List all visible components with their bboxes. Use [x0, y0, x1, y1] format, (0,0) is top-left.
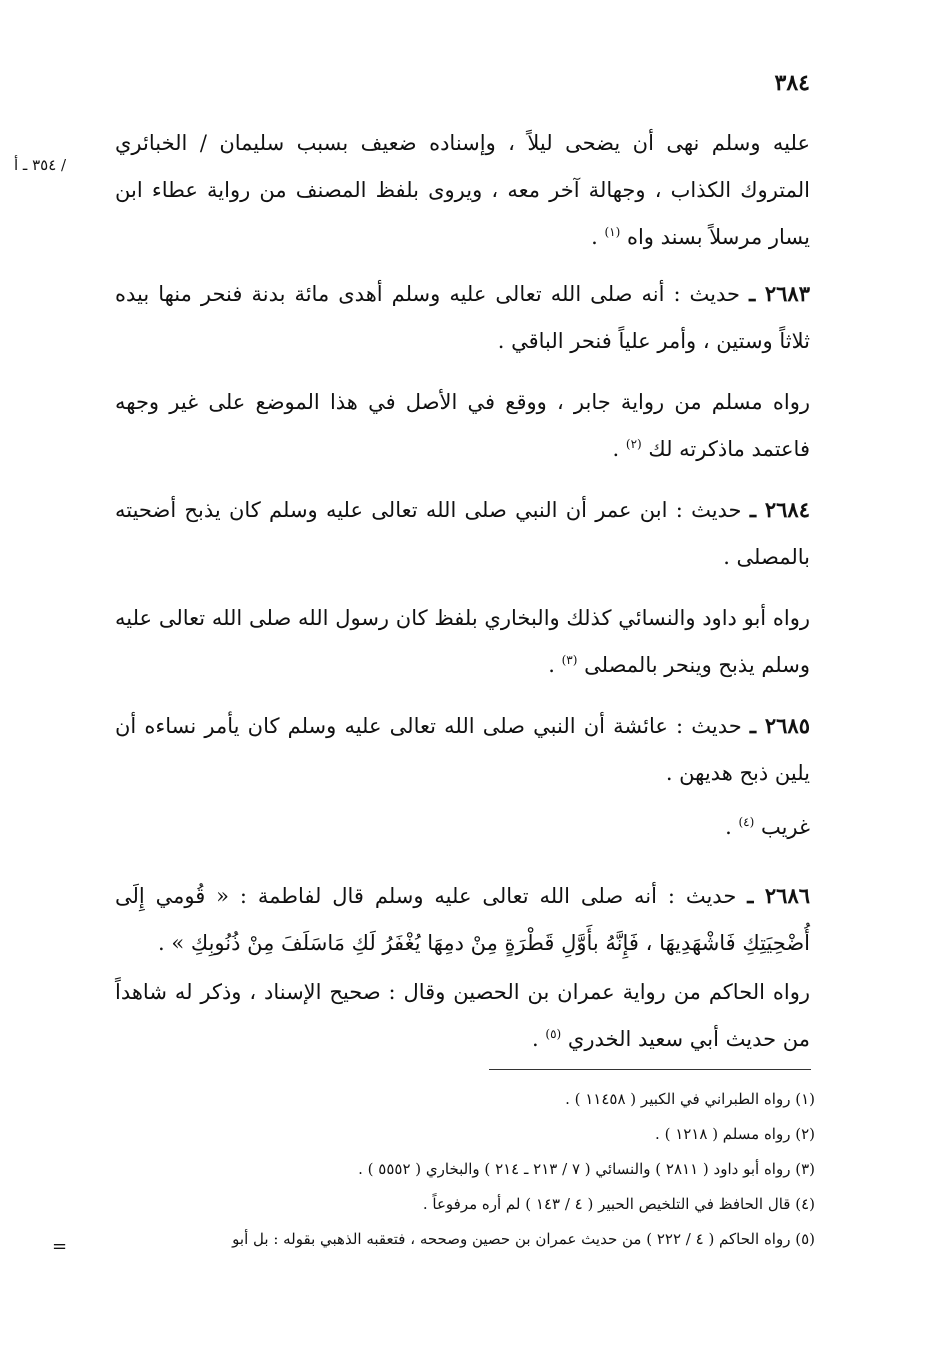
footnote-ref: (٢) [625, 437, 642, 451]
paragraph-end: . [612, 437, 626, 461]
paragraph-continuation [115, 119, 810, 261]
footnote-2: (٢) رواه مسلم ( ١٢١٨ ) . [655, 1125, 815, 1143]
footnote-ref: (٤) [738, 815, 755, 829]
paragraph-text: غريب [760, 815, 810, 839]
footnote-ref: (٥) [545, 1027, 562, 1041]
paragraph-text: رواه مسلم من رواية جابر ، ووقع في الأصل في هذا الموضع على غير وجهه فاعتمد ماذكرته لك [115, 390, 810, 461]
commentary-2686 [115, 968, 810, 1063]
paragraph-end: . [591, 225, 605, 249]
commentary-2684 [115, 594, 810, 689]
footnote-ref: (١) [604, 225, 621, 239]
margin-manuscript-note: / ٣٥٤ ـ أ [14, 156, 67, 174]
paragraph-end: . [725, 815, 739, 839]
hadith-number: ٢٦٨٣ ـ [749, 281, 810, 306]
page-number: ٣٨٤ [774, 70, 810, 96]
footnote-1: (١) رواه الطبراني في الكبير ( ١١٤٥٨ ) . [565, 1090, 815, 1108]
paragraph-end: . [548, 653, 562, 677]
commentary-2685 [115, 803, 810, 851]
hadith-number: ٢٦٨٥ ـ [749, 713, 810, 738]
footnotes-section [110, 1082, 815, 1257]
footnote-3: (٣) رواه أبو داود ( ٢٨١١ ) والنسائي ( ٧ / ٢١٣ ـ ٢١٤ ) والبخاري ( ٥٥٥٢ ) . [358, 1160, 815, 1178]
paragraph-end: . [532, 1027, 546, 1051]
paragraph-text: حديث : عائشة أن النبي صلى الله تعالى عليه وسلم كان يأمر نساءه أن يلين ذبح هديهن . [115, 714, 810, 785]
hadith-number: ٢٦٨٤ ـ [749, 497, 810, 522]
footnote-ref: (٣) [561, 653, 578, 667]
hadith-number: ٢٦٨٦ ـ [747, 883, 811, 908]
hadith-2685 [115, 702, 810, 797]
paragraph-text: رواه أبو داود والنسائي كذلك والبخاري بلفظ كان رسول الله صلى الله تعالى عليه وسلم يذبح وينحر بالمصلى [115, 606, 810, 677]
footnote-5: (٥) رواه الحاكم ( ٤ / ٢٢٢ ) من حديث عمران بن حصين وصححه ، فتعقبه الذهبي بقوله : بل أبو [232, 1230, 815, 1248]
paragraph-text: رواه الحاكم من رواية عمران بن الحصين وقال : صحيح الإسناد ، وذكر له شاهداً من حديث أبي سعيد الخدري [115, 980, 810, 1051]
paragraph-text: حديث : ابن عمر أن النبي صلى الله تعالى عليه وسلم كان يذبح أضحيته بالمصلى . [115, 498, 810, 569]
continuation-mark: = [52, 1236, 68, 1257]
hadith-2683 [115, 270, 810, 365]
footnote-separator [489, 1069, 811, 1070]
paragraph-text: حديث : أنه صلى الله تعالى عليه وسلم قال لفاطمة : « قُومي إِلَى أُضْحِيَتِكِ فَاشْهَدِيهَا ، فَإِنَّهُ بأَوَّلِ قَطْرَةٍ مِنْ دمِهَا يُغْفَرُ لَكِ مَاسَلَفَ مِنْ ذُنُوبِكِ » . [115, 884, 810, 955]
paragraph-text: عليه وسلم نهى أن يضحى ليلاً ، وإسناده ضعيف بسبب سليمان / الخبائري المتروك الكذاب ، وجهالة آخر معه ، ويروى بلفظ المصنف من رواية عطاء ابن يسار مرسلاً بسند واه [115, 131, 810, 249]
hadith-2684 [115, 486, 810, 581]
footnote-4: (٤) قال الحافظ في التلخيص الحبير ( ٤ / ١٤٣ ) لم أره مرفوعاً . [422, 1195, 815, 1213]
hadith-2686 [115, 872, 810, 967]
paragraph-text: حديث : أنه صلى الله تعالى عليه وسلم أهدى مائة بدنة فنحر منها بيده ثلاثاً وستين ، وأمر علياً فنحر الباقي . [115, 282, 810, 353]
commentary-2683 [115, 378, 810, 473]
